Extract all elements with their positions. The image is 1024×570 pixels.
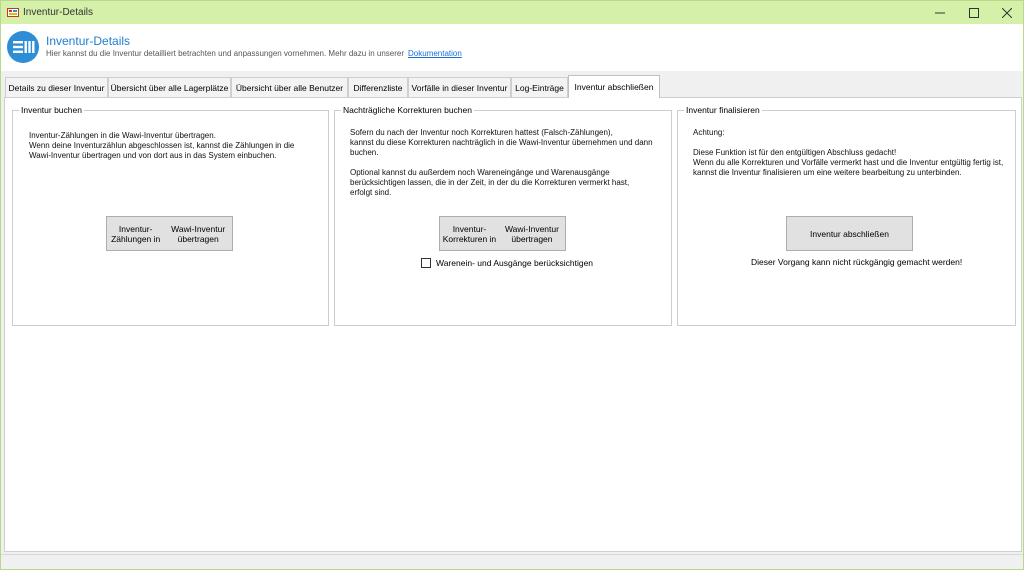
group-description xyxy=(350,128,653,198)
group-title: Inventur finalisieren xyxy=(686,105,760,115)
description-line: erfolgt sind. xyxy=(350,188,392,197)
status-bar xyxy=(1,554,1023,569)
description-spacer xyxy=(693,138,1003,148)
group-description xyxy=(29,131,294,161)
description-spacer xyxy=(350,158,653,168)
description-line: berücksichtigen lassen, die in der Zeit, in der du die Korrekturen vermerkt hast, xyxy=(350,178,630,187)
description-line: buchen. xyxy=(350,148,379,157)
warenbewegungen-checkbox-row[interactable] xyxy=(421,258,593,268)
title-bar[interactable] xyxy=(1,1,1023,24)
tab-content xyxy=(4,97,1022,552)
app-icon xyxy=(7,6,19,18)
tab-differenzliste[interactable]: Differenzliste xyxy=(348,77,408,97)
description-line: Diese Funktion ist für den entgültigen Abschluss gedacht! xyxy=(693,148,897,157)
description-line: Achtung: xyxy=(693,128,725,137)
tab-benutzer[interactable]: Übersicht über alle Benutzer xyxy=(231,77,348,97)
description-line: kannst du diese Korrekturen nachträglich in die Wawi-Inventur übernehmen und dann xyxy=(350,138,653,147)
button-line: Inventur-Zählungen in xyxy=(111,223,161,244)
korrekturen-uebertragen-button[interactable] xyxy=(439,216,566,251)
minimize-icon xyxy=(935,8,945,18)
description-line: Optional kannst du außerdem noch Wareneingänge und Warenausgänge xyxy=(350,168,610,177)
checkbox-label[interactable]: Warenein- und Ausgänge berücksichtigen xyxy=(436,258,594,268)
group-inventur-buchen xyxy=(12,105,329,326)
tab-log-eintraege[interactable]: Log-Einträge xyxy=(511,77,568,97)
tab-details[interactable]: Details zu dieser Inventur xyxy=(5,77,108,97)
description-line: Sofern du nach der Inventur noch Korrekturen hattest (Falsch-Zählungen), xyxy=(350,128,613,137)
button-line: Inventur-Korrekturen in xyxy=(442,223,497,244)
description-line: kannst die Inventur finalisieren um eine weitere bearbeitung zu unterbinden. xyxy=(693,168,962,177)
page-title: Inventur-Details xyxy=(46,34,131,48)
window-title: Inventur-Details xyxy=(23,7,94,18)
minimize-button[interactable] xyxy=(923,1,957,24)
group-description xyxy=(693,128,1003,178)
zaehlungen-uebertragen-button[interactable] xyxy=(106,216,233,251)
documentation-link[interactable]: Dokumentation xyxy=(408,49,462,58)
description-line: Wawi-Inventur übertragen und von dort aus in das System einbuchen. xyxy=(29,151,277,160)
logo-icon xyxy=(7,31,39,63)
tab-inventur-abschliessen[interactable]: Inventur abschließen xyxy=(568,75,660,98)
maximize-icon xyxy=(969,8,979,18)
description-line: Wenn du alle Korrekturen und Vorfälle vermerkt hast und die Inventur entgültig fertig ist, xyxy=(693,158,1004,167)
close-icon xyxy=(1002,8,1012,18)
tab-lagerplaetze[interactable]: Übersicht über alle Lagerplätze xyxy=(108,77,231,97)
close-button[interactable] xyxy=(990,1,1024,24)
maximize-button[interactable] xyxy=(957,1,991,24)
tab-vorfaelle[interactable]: Vorfälle in dieser Inventur xyxy=(408,77,511,97)
subtitle-text: Hier kannst du die Inventur detailliert betrachten und anpassungen vornehmen. Mehr dazu in unserer xyxy=(46,49,404,58)
page-subtitle xyxy=(46,49,462,58)
group-korrekturen-buchen xyxy=(334,105,672,326)
group-title: Inventur buchen xyxy=(21,105,82,115)
warning-note: Dieser Vorgang kann nicht rückgängig gemacht werden! xyxy=(751,257,963,267)
description-line: Wenn deine Inventurzählun abgeschlossen ist, kannst die Zählungen in die xyxy=(29,141,295,150)
button-line: Wawi-Inventur übertragen xyxy=(171,223,226,244)
page-header xyxy=(1,24,1023,71)
warenbewegungen-checkbox[interactable] xyxy=(421,258,431,268)
description-line: Inventur-Zählungen in die Wawi-Inventur übertragen. xyxy=(29,131,216,140)
group-title: Nachträgliche Korrekturen buchen xyxy=(343,105,472,115)
inventur-abschliessen-button[interactable] xyxy=(786,216,913,251)
group-inventur-finalisieren xyxy=(677,105,1016,326)
button-line: Inventur abschließen xyxy=(810,228,889,239)
button-line: Wawi-Inventur übertragen xyxy=(504,223,559,244)
